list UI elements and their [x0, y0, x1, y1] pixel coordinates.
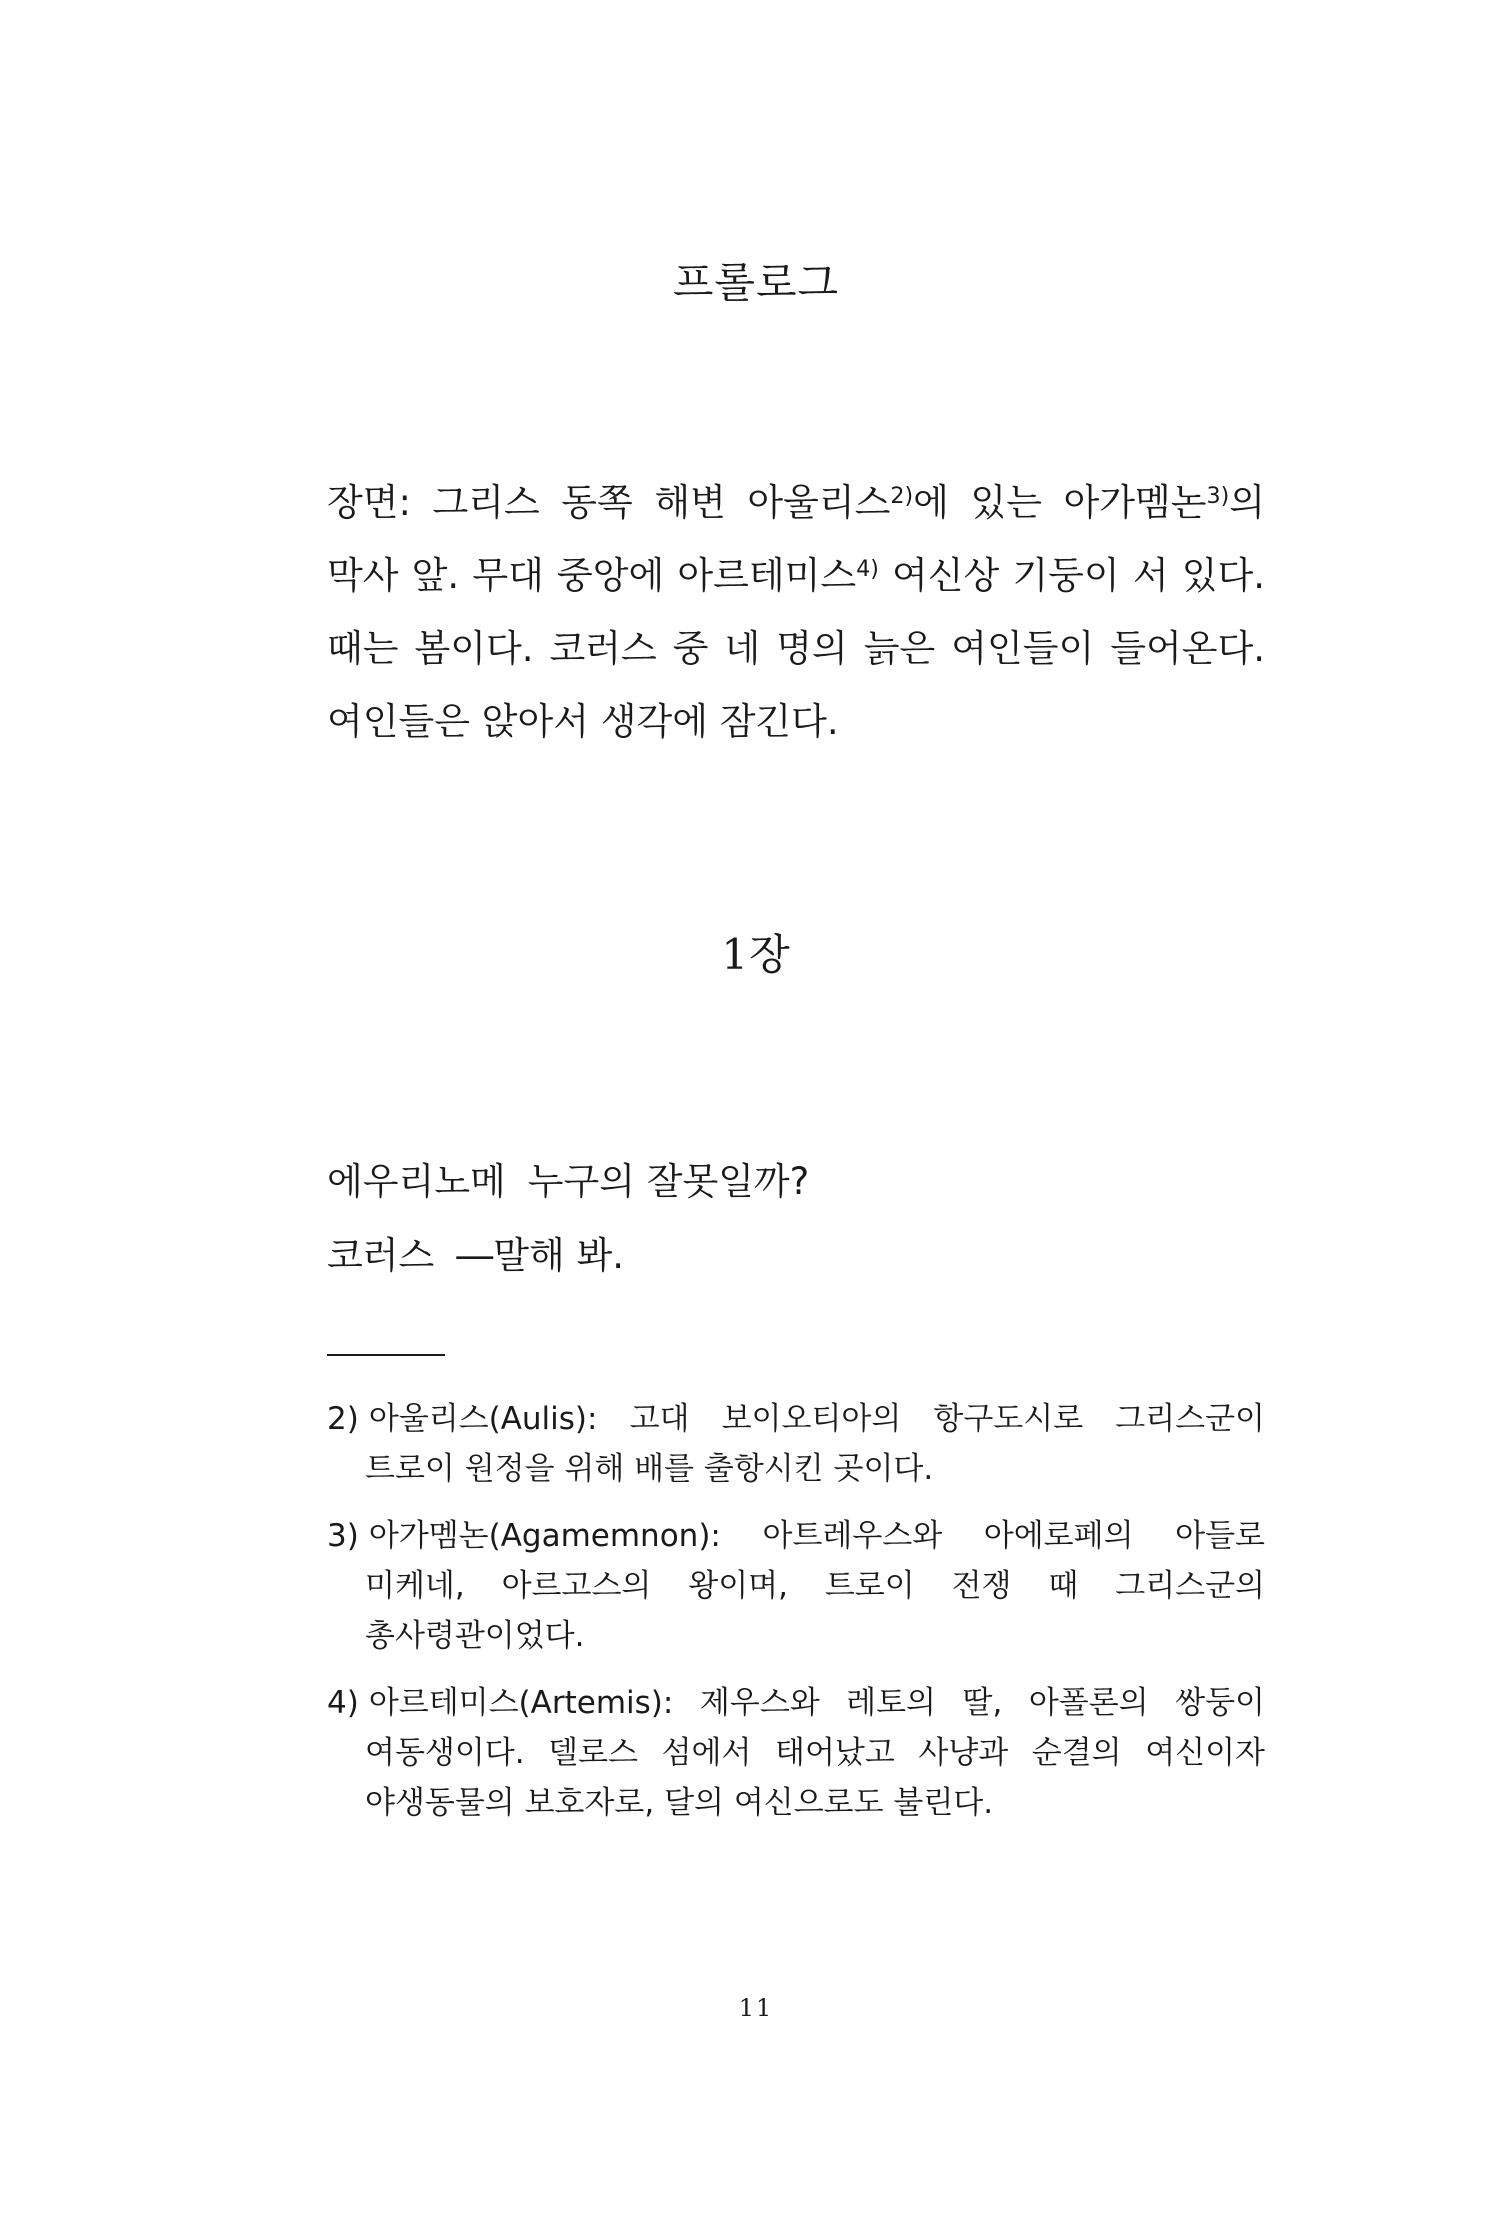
dialogue-text: ―말해 봐.	[456, 1234, 624, 1277]
footnote-2	[327, 1394, 1265, 1494]
footnote-text: 아르테미스(Artemis): 제우스와 레토의 딸, 아폴론의 쌍둥이 여동생이다. 델로스 섬에서 태어났고 사냥과 순결의 여신이자 야생동물의 보호자로, 달의 여신으로도 불린다.	[365, 1685, 1265, 1821]
stage-direction-text: 여신상 기둥이 서 있다. 때는 봄이다. 코러스 중 네 명의 늙은 여인들이 들어온다. 여인들은 앉아서 생각에 잠긴다.	[327, 554, 1265, 743]
footnote-text: 아가멤논(Agamemnon): 아트레우스와 아에로페의 아들로 미케네, 아르고스의 왕이며, 트로이 전쟁 때 그리스군의 총사령관이었다.	[365, 1518, 1265, 1654]
dialogue-line	[327, 1145, 1265, 1219]
footnotes	[327, 1394, 1265, 1845]
dialogue	[327, 1145, 1265, 1293]
footnote-text: 아울리스(Aulis): 고대 보이오티아의 항구도시로 그리스군이 트로이 원정을 위해 배를 출항시킨 곳이다.	[365, 1401, 1265, 1487]
stage-direction-text: 에 있는 아가멤논	[913, 481, 1207, 524]
footnote-ref-3[interactable]: 3)	[1206, 482, 1230, 509]
stage-direction-text: 의 막사 앞. 무대 중앙에 아르테미스	[327, 481, 1266, 597]
footnote-number: 2)	[327, 1401, 359, 1437]
footnote-ref-4[interactable]: 4)	[856, 555, 879, 582]
footnote-number: 4)	[327, 1685, 359, 1721]
footnote-3	[327, 1511, 1265, 1661]
footnote-divider	[327, 1354, 445, 1356]
footnote-4	[327, 1678, 1265, 1828]
stage-direction	[327, 466, 1265, 758]
dialogue-text: 누구의 잘못일까?	[527, 1160, 810, 1203]
stage-direction-text: 장면: 그리스 동쪽 해변 아울리스	[327, 481, 891, 524]
chapter-title: 1장	[721, 930, 791, 979]
footnote-ref-2[interactable]: 2)	[890, 482, 914, 509]
dialogue-line	[327, 1219, 1265, 1293]
footnote-number: 3)	[327, 1518, 359, 1554]
page-number: 11	[738, 1994, 774, 2022]
prologue-title: 프롤로그	[672, 258, 840, 307]
speaker-name: 에우리노메	[327, 1160, 506, 1203]
speaker-name: 코러스	[327, 1234, 435, 1277]
